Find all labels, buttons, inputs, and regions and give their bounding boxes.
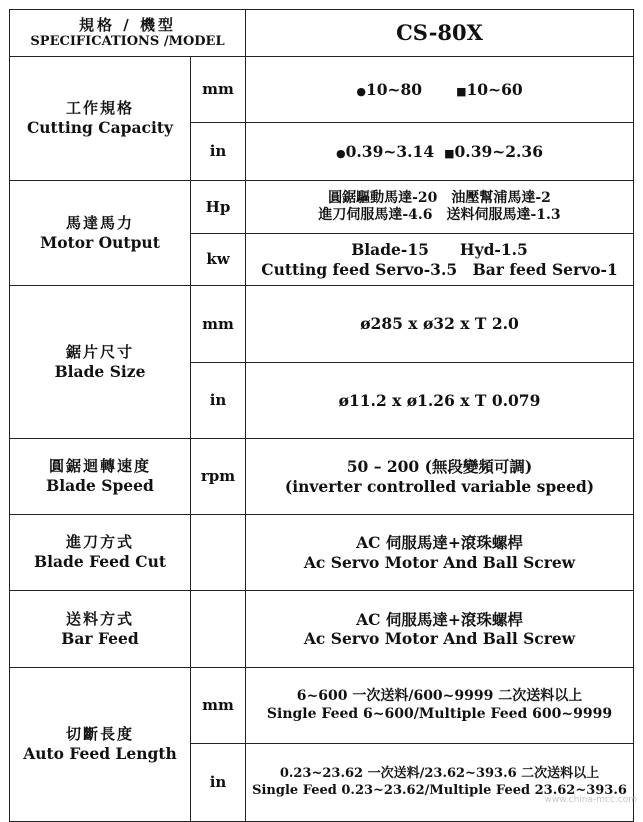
row-label-bar-feed xyxy=(10,591,191,668)
value-line: AC 伺服馬達+滾珠螺桿 xyxy=(356,609,523,629)
square-bar-icon: ■ xyxy=(456,84,467,98)
unit-cell: in xyxy=(191,363,246,439)
label-en: Cutting Capacity xyxy=(26,118,174,138)
unit-cell: in xyxy=(191,744,246,822)
unit-cell: kw xyxy=(191,234,246,286)
value-cell xyxy=(246,57,634,123)
label-en: Blade Speed xyxy=(46,476,154,496)
square-bar-icon: ■ xyxy=(444,146,455,160)
unit-cell xyxy=(191,591,246,668)
value-cell xyxy=(246,515,634,591)
label-zh: 鋸片尺寸 xyxy=(65,342,134,361)
value-line: 進刀伺服馬達-4.6 送料伺服馬達-1.3 xyxy=(318,207,561,223)
value-cell xyxy=(246,668,634,744)
round-bar-icon: ● xyxy=(336,146,346,160)
unit-cell: mm xyxy=(191,286,246,363)
label-en: Motor Output xyxy=(40,232,160,252)
table-row xyxy=(10,286,634,363)
model-name: CS-80X xyxy=(246,10,634,57)
value-cell xyxy=(246,123,634,181)
header-label-en: SPECIFICATIONS /MODEL xyxy=(30,34,225,50)
table-row xyxy=(10,181,634,234)
value-line: 0.23~23.62 一次送料/23.62~393.6 二次送料以上 xyxy=(279,766,600,782)
label-zh: 送料方式 xyxy=(65,609,134,628)
header-label-cell xyxy=(10,10,246,57)
table-row xyxy=(10,439,634,515)
unit-cell: in xyxy=(191,123,246,181)
header-row xyxy=(10,10,634,57)
label-zh: 進刀方式 xyxy=(65,533,134,552)
value-line: 6~600 一次送料/600~9999 二次送料以上 xyxy=(296,688,583,704)
unit-cell xyxy=(191,515,246,591)
value-cell xyxy=(246,234,634,286)
unit-cell: rpm xyxy=(191,439,246,515)
value-line: (inverter controlled variable speed) xyxy=(284,476,595,496)
value-line: 50 – 200 (無段變頻可調) xyxy=(346,457,533,477)
value-line: AC 伺服馬達+滾珠螺桿 xyxy=(356,533,523,553)
value-cell xyxy=(246,744,634,822)
label-en: Blade Size xyxy=(54,361,146,381)
label-en: Blade Feed Cut xyxy=(33,552,166,572)
square-capacity: 10~60 xyxy=(466,79,523,99)
spec-table xyxy=(9,9,634,822)
header-label-zh: 規格 / 機型 xyxy=(79,15,176,34)
unit-cell: mm xyxy=(191,57,246,123)
table-row xyxy=(10,591,634,668)
label-zh: 工作規格 xyxy=(65,99,134,118)
row-label-cutting-capacity xyxy=(10,57,191,181)
label-zh: 圓鋸迴轉速度 xyxy=(48,457,151,476)
value-line: 圓鋸驅動馬達-20 油壓幫浦馬達-2 xyxy=(328,189,551,206)
round-capacity: 0.39~3.14 xyxy=(345,141,435,161)
value-line: Ac Servo Motor And Ball Screw xyxy=(303,629,576,648)
row-label-blade-size xyxy=(10,286,191,439)
unit-cell: Hp xyxy=(191,181,246,234)
value-line: Single Feed 6~600/Multiple Feed 600~9999 xyxy=(266,705,613,722)
label-zh: 切斷長度 xyxy=(65,725,134,744)
value-cell xyxy=(246,439,634,515)
row-label-motor-output xyxy=(10,181,191,286)
round-bar-icon: ● xyxy=(356,84,366,98)
watermark: www.china-mcc.com xyxy=(544,795,637,805)
square-capacity: 0.39~2.36 xyxy=(454,141,544,161)
label-zh: 馬達馬力 xyxy=(65,213,134,232)
round-capacity: 10~80 xyxy=(365,79,423,99)
value-line: Ac Servo Motor And Ball Screw xyxy=(303,552,576,572)
table-row xyxy=(10,668,634,744)
value-line: Cutting feed Servo-3.5 Bar feed Servo-1 xyxy=(261,259,618,279)
row-label-auto-feed-length xyxy=(10,668,191,822)
row-label-blade-speed xyxy=(10,439,191,515)
row-label-blade-feed-cut xyxy=(10,515,191,591)
label-en: Bar Feed xyxy=(61,628,139,648)
label-en: Auto Feed Length xyxy=(23,744,177,764)
value-line: Single Feed 0.23~23.62/Multiple Feed 23.62~393.6 xyxy=(252,782,627,798)
value-cell: ø11.2 x ø1.26 x T 0.079 xyxy=(246,363,634,439)
unit-cell: mm xyxy=(191,668,246,744)
table-row xyxy=(10,57,634,123)
value-cell: ø285 x ø32 x T 2.0 xyxy=(246,286,634,363)
value-cell xyxy=(246,181,634,234)
table-row xyxy=(10,515,634,591)
value-line: Blade-15 Hyd-1.5 xyxy=(351,240,528,260)
value-cell xyxy=(246,591,634,668)
